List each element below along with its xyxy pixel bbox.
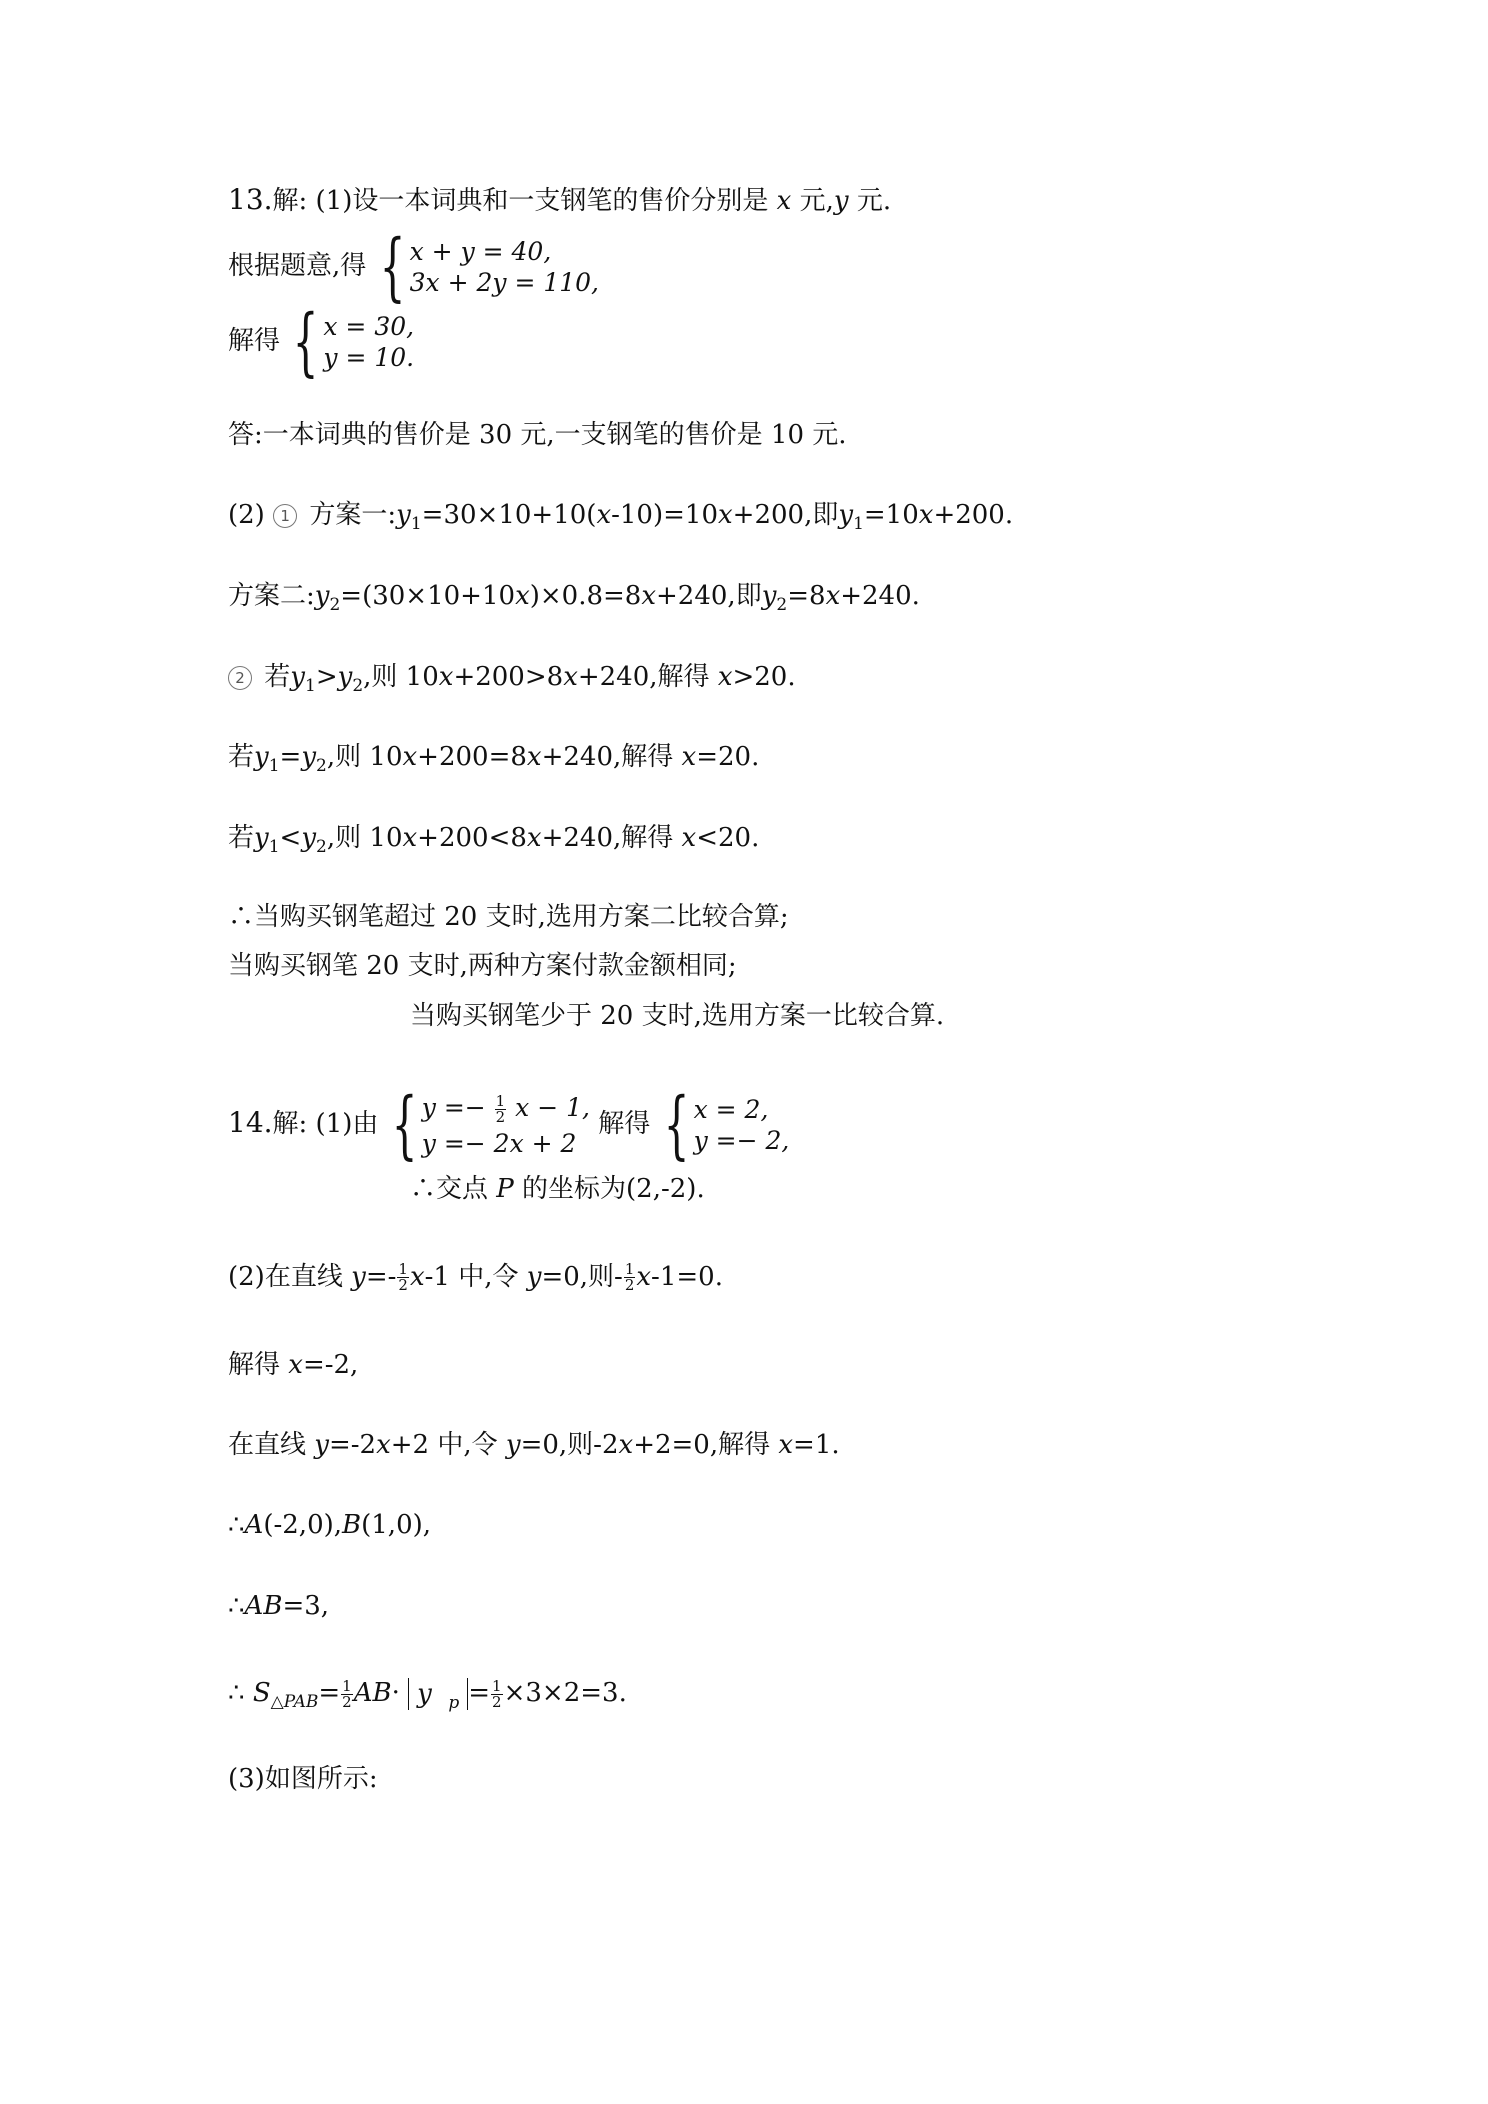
p13-line-1 [228,183,892,216]
p14-system-2 [659,1082,790,1168]
p13-system-2 [288,299,415,385]
p13-eq-1: x + y = 40, [409,237,552,266]
p14-line-9: (3)如图所示: [228,1764,378,1794]
p13-l3-prefix: 解得 [228,326,281,356]
p14-line-6 [228,1512,431,1538]
p13-line-4: 答:一本词典的售价是 30 元,一支钢笔的售价是 10 元. [228,420,847,450]
p13-system-1 [375,224,600,310]
p13-l2-prefix: 根据题意,得 [228,251,367,281]
p14-l6-render: ∴A(-2,0),B(1,0), [228,1510,432,1540]
p14-l4-render: 解得 x=-2, [228,1350,359,1380]
p14-l2-render: ∴交点 P 的坐标为(2,-2). [410,1174,705,1204]
p13-l8-render: 若$y_1=y_2$,则 10x+200=8x+240,解得 x=20. [228,742,760,776]
circled-two-icon: 2 [228,666,252,690]
p13-line-12: 当购买钢笔少于 20 支时,选用方案一比较合算. [410,1001,945,1031]
p14-line-2 [410,1176,705,1202]
p14-line-4 [228,1352,358,1378]
p13-line-11: 当购买钢笔 20 支时,两种方案付款金额相同; [228,951,737,981]
left-brace-icon: { [663,1082,690,1168]
p14-l5-render: 在直线 y=-2x+2 中,令 y=0,则-2x+2=0,解得 x=1. [228,1430,840,1460]
p13-sol-1: x = 30, [323,312,415,341]
p14-line-8 [228,1678,627,1711]
p13-line-7 [228,664,796,695]
p14-sol-2: y =− 2, [693,1126,790,1155]
p14-l1-mid: 解得 [598,1109,651,1139]
p14-l7-render: ∴AB=3, [228,1591,330,1621]
p13-sol-2: y = 10. [323,343,415,372]
p13-line-2 [228,224,600,310]
p13-l1-render: 13.解: (1)设一本词典和一支钢笔的售价分别是 x 元,y 元. [228,183,892,216]
p14-line-1 [228,1082,790,1168]
left-brace-icon: { [391,1082,418,1168]
left-brace-icon: { [292,299,319,385]
p13-line-9 [228,825,759,856]
p13-l9-render: 若$y_1<y_2$,则 10x+200<8x+240,解得 x<20. [228,823,760,857]
p14-sol-1: x = 2, [693,1095,769,1124]
p13-eq-2: 3x + 2y = 110, [409,268,600,297]
p13-line-6 [228,583,920,614]
p14-l8-render: ∴ $S_{\triangle PAB}=$ $\frac{1}{2}$ AB· y $_p$ = $\frac{1}{2}$ ×3×2=3. [228,1676,627,1713]
p13-l5-render: 方案一$:y_1=30\times 10+10(x-10)=10x+200$,即$y_1=10x+200$. [309,500,1014,534]
p13-line-8 [228,744,759,775]
p13-line-10: ∴当购买钢笔超过 20 支时,选用方案二比较合算; [228,902,789,932]
circled-one-icon: 1 [273,504,297,528]
p13-line-3 [228,299,415,385]
p13-l6-render: 方案二$:y_2=(30\times 10+10x)\times 0.8=8x+240$,即$y_2=8x+240$. [228,581,920,615]
p14-l1-prefix-render: 14.解: (1)由 [228,1106,379,1139]
p14-l3-render: (2)在直线 y=- $\frac{1}{2}$ x-1 中,令 y=0,则- $\frac{1}{2}$ x-1=0. [228,1260,723,1294]
p14-line-7 [228,1593,329,1619]
p14-line-5 [228,1432,840,1458]
p14-eq-1-render: y =− $\frac{1}{2}$ x − 1, [421,1092,590,1126]
p13-l5-prefix: (2) [228,500,265,530]
left-brace-icon: { [379,224,406,310]
p13-line-5 [228,502,1013,533]
p14-system-1 [387,1082,590,1168]
p14-line-3 [228,1262,723,1293]
p13-l7-render: 若$y_1>y_2$,则 10x+200>8x+240,解得 x>20. [264,662,796,696]
p14-eq-2: y =− 2x + 2 [421,1129,577,1158]
